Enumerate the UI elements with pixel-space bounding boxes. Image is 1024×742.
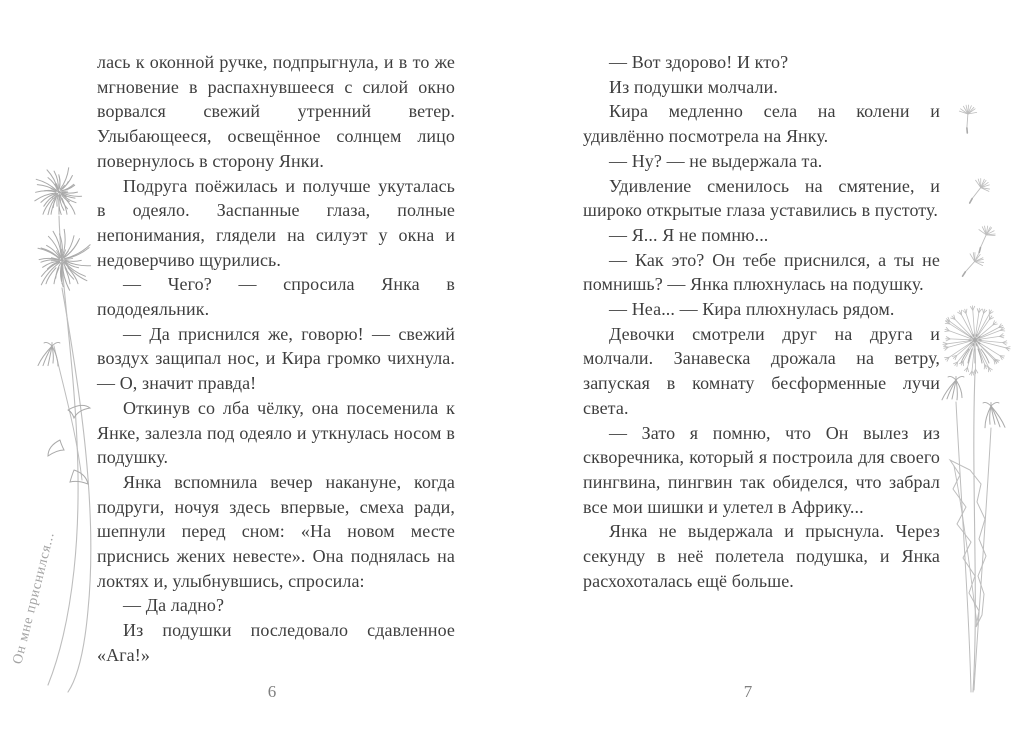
right-page-text-column: [583, 50, 940, 593]
page-number-left: 6: [267, 682, 277, 701]
paragraph: — Да приснился же, говорю! — свежий воздух защипал нос, и Кира громко чихнула. — О, значит правда!: [97, 323, 455, 394]
paragraph: — Неа... — Кира плюхнулась рядом.: [609, 299, 895, 320]
paragraph: — Я... Я не помню...: [609, 224, 769, 245]
paragraph: Из подушки молчали.: [609, 76, 778, 97]
paragraph: — Ну? — не выдержала та.: [609, 150, 823, 171]
paragraph: — Зато я помню, что Он вылез из скворечника, который я построила для своего пингвина, пингвин так обиделся, что забрал все мои шишки и улетел в Африку...: [583, 422, 940, 517]
paragraph: Кира медленно села на колени и удивлённо посмотрела на Янку.: [583, 101, 940, 147]
paragraph: — Вот здорово! И кто?: [609, 52, 789, 72]
paragraph: — Как это? Он тебе приснился, а ты не помнишь? — Янка плюхнулась на подушку.: [583, 249, 940, 295]
page-number-right: 7: [743, 682, 753, 701]
paragraph: Удивление сменилось на смятение, и широко открытые глаза уставились в пустоту.: [583, 175, 940, 221]
paragraph: лась к оконной ручке, подпрыгнула, и в то же мгновение в распахнувшееся с силой окно ворвался свежий утренний ветер. Улыбающееся, освещённое солнцем лицо повернулось в сторону Янки.: [97, 52, 455, 171]
chapter-title-vertical: Он мне приснился...: [10, 530, 58, 666]
left-page-text-column: [97, 50, 455, 668]
paragraph: Подруга поёжилась и получше укуталась в одеяло. Заспанные глаза, полные непонимания, глядели на силуэт у окна и недоверчиво щурились.: [97, 175, 455, 270]
paragraph: Янка не выдержала и прыснула. Через секунду в неё полетела подушка, и Янка расхохоталась ещё больше.: [583, 521, 940, 591]
paragraph: Откинув со лба чёлку, она посеменила к Янке, залезла под одеяло и уткнулась носом в подушку.: [97, 397, 455, 468]
paragraph: Янка вспомнила вечер накануне, когда подруги, ночуя здесь впервые, смеха ради, шепнули перед сном: «На новом месте приснись жених невесте». Она поднялась на локтях и, улыбнувшись, спросила:: [97, 471, 455, 591]
paragraph: Девочки смотрели друг на друга и молчали. Занавеска дрожала на ветру, запуская в комнату бесформенные лучи света.: [583, 323, 940, 418]
dandelion-flowers-illustration: [2, 140, 112, 700]
paragraph: Из подушки последовало сдавленное «Ага!»: [97, 620, 455, 665]
paragraph: — Чего? — спросила Янка в пододеяльник.: [97, 274, 455, 320]
paragraph: — Да ладно?: [123, 595, 225, 616]
